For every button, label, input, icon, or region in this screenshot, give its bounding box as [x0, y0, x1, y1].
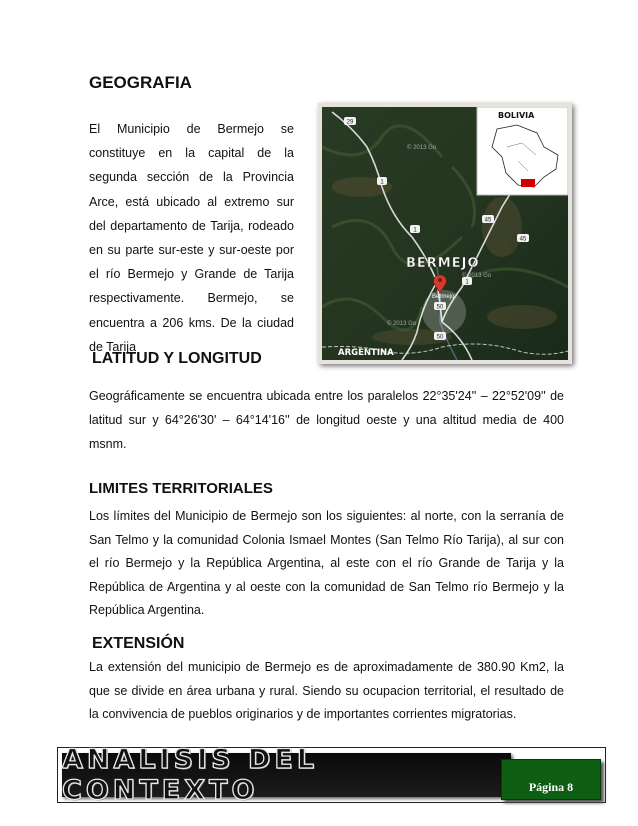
footer-banner-title: ANALISIS DEL CONTEXTO: [62, 744, 319, 806]
road-badge: [434, 302, 446, 311]
road-badge: [517, 234, 529, 243]
map-copyright: © 2013 Go: [462, 273, 492, 279]
bolivia-inset-map: [477, 107, 568, 195]
limites-paragraph: Los límites del Municipio de Bermejo son los siguientes: al norte, con la serranía de San Telmo y la comunidad Colonia Ismael Montes (San Telmo Río Tarija), al sur con el río Bermejo y la República Argentina, al este con el río Grande de Tarija y la República de Argentina y al oeste con la comunidad de San Telmo río Bermejo y la República Argentina.: [89, 509, 564, 618]
section-title-extension: EXTENSIÓN: [92, 635, 185, 652]
road-badge: [434, 332, 446, 341]
page-footer: [57, 744, 606, 806]
svg-text:50: 50: [436, 334, 444, 341]
svg-text:29: 29: [346, 119, 354, 126]
page-number-label: Página 8: [528, 780, 574, 794]
extension-paragraph: La extensión del municipio de Bermejo es de aproximadamente de 380.90 Km2, la que se divide en área urbana y rural. Siendo su ocupacion territorial, el resultado de la convivencia de pueblos originarios y de importantes corrientes migratorias.: [89, 660, 564, 722]
svg-text:45: 45: [484, 217, 492, 224]
road-badge: [410, 225, 420, 234]
map-copyright: © 2013 Go: [387, 321, 417, 327]
footer-banner: [62, 744, 511, 806]
latitud-paragraph: Geográficamente se encuentra ubicada entre los paralelos 22°35'24'' – 22°52'09'' de latitud sur y 64°26'30' – 64°14'16'' de longitud oeste y una altitud media de 400 msnm.: [89, 389, 564, 451]
map-label-bermejo: BERMEJO: [406, 256, 480, 271]
page-number-box: [501, 759, 601, 800]
road-badge: [344, 117, 356, 126]
svg-text:45: 45: [519, 236, 527, 243]
svg-text:1: 1: [413, 227, 417, 234]
bermejo-location-map: [318, 103, 572, 364]
svg-text:50: 50: [436, 304, 444, 311]
section-title-limites: LIMITES TERRITORIALES: [89, 480, 273, 497]
map-copyright: © 2013 Go: [407, 145, 437, 151]
road-badge: [377, 177, 387, 186]
section-title-geografia: GEOGRAFIA: [89, 73, 192, 92]
geografia-paragraph: El Municipio de Bermejo se constituye en la capital de la segunda sección de la Provincia Arce, está ubicado al extremo sur del departamento de Tarija, rodeado en su parte sur-este y sur-oeste por el río Bermejo y Grande de Tarija respectivamente. Bermejo, se encuentra a 206 kms. De la ciudad de Tarija: [89, 122, 294, 354]
svg-text:1: 1: [380, 179, 384, 186]
map-label-argentina: ARGENTINA: [338, 348, 394, 358]
svg-text:1: 1: [465, 279, 469, 286]
map-image: [322, 107, 568, 360]
road-badge: [482, 215, 494, 224]
inset-label-bolivia: BOLIVIA: [498, 111, 535, 120]
section-title-latitud: LATITUD Y LONGITUD: [92, 350, 262, 367]
map-town-label: Bermejo: [432, 294, 455, 300]
